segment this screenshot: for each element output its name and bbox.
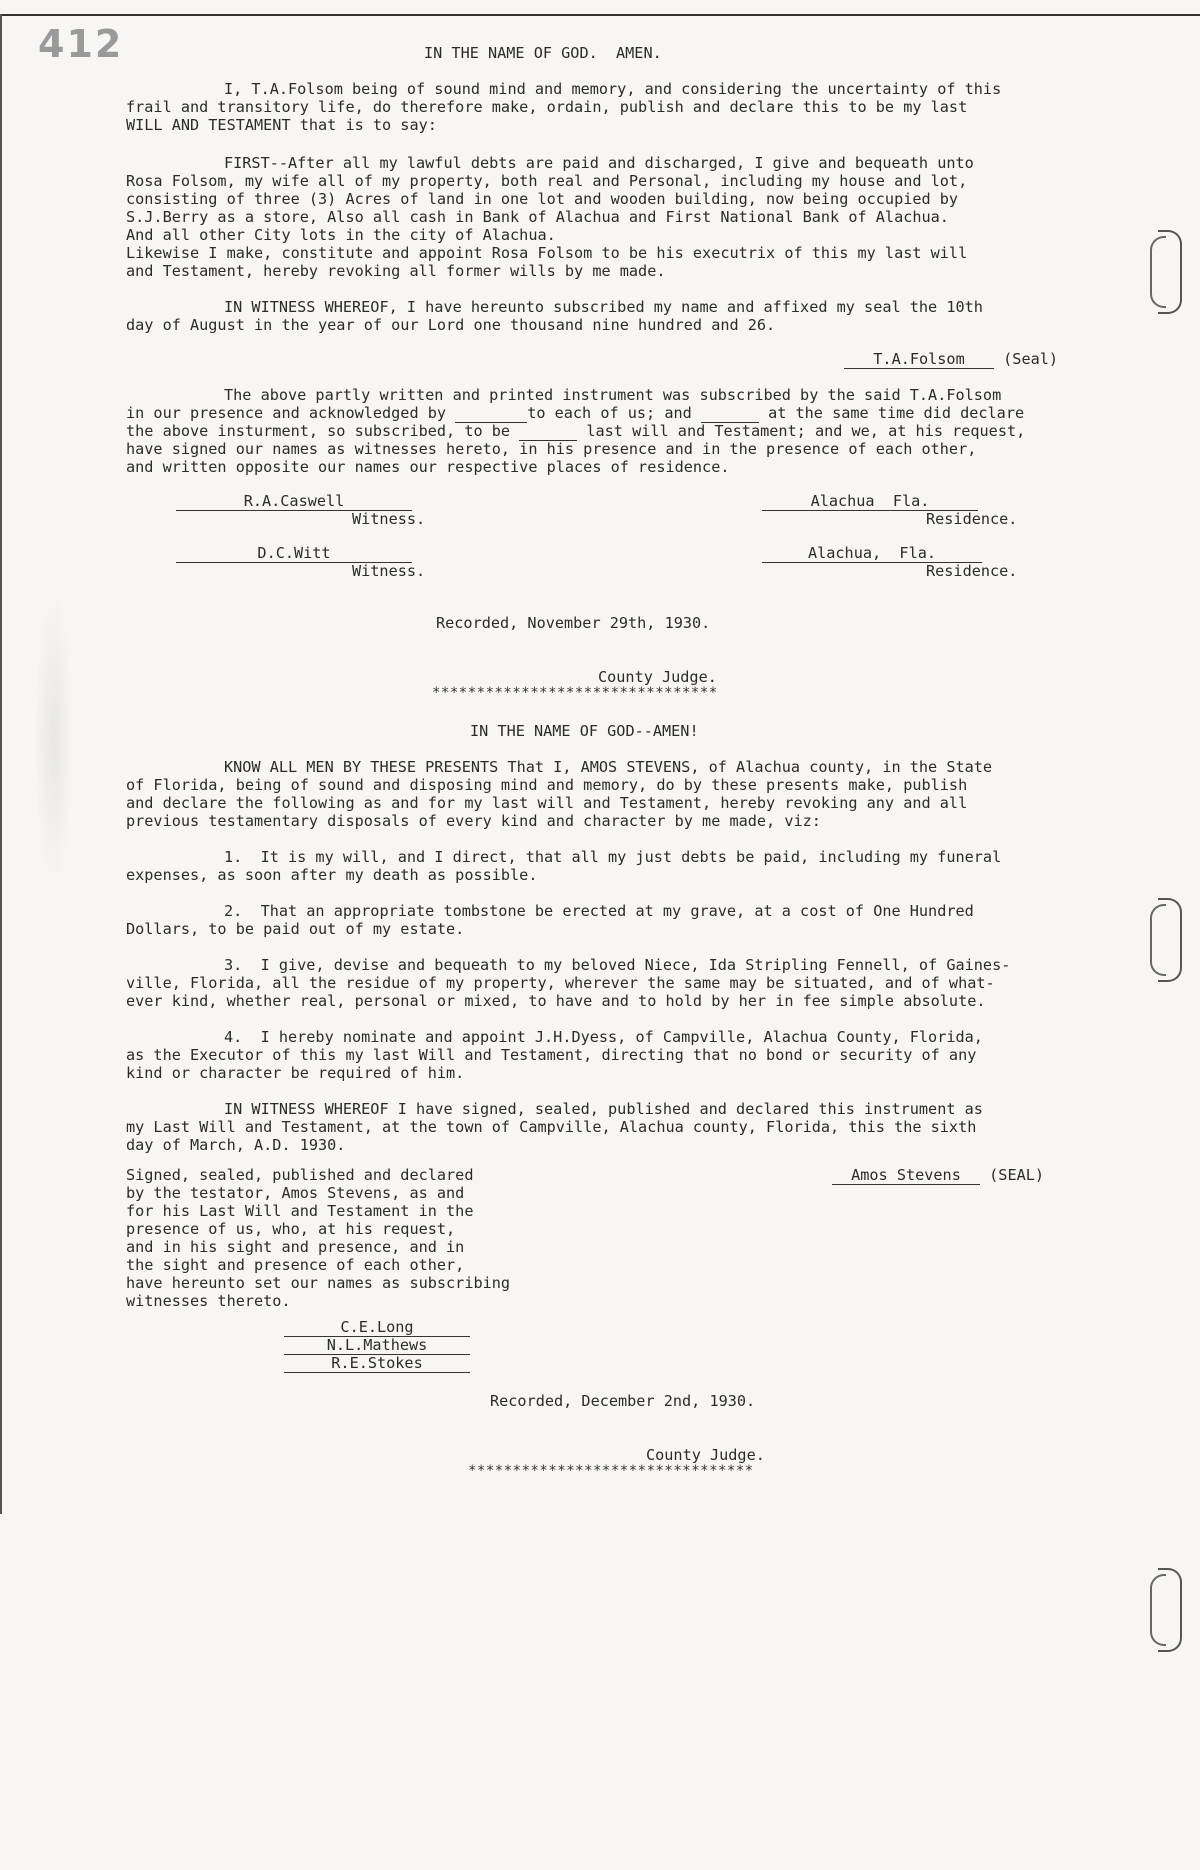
will2-intro-line2: of Florida, being of sound and disposing mind and memory, do by these presents make, publish: [126, 776, 968, 794]
will2-witness-line3: day of March, A.D. 1930.: [126, 1136, 346, 1154]
will2-witness3: R.E.Stokes: [284, 1354, 470, 1373]
will2-item4-line2: as the Executor of this my last Will and Testament, directing that no bond or security of any: [126, 1046, 977, 1064]
will2-attest-line1: Signed, sealed, published and declared: [126, 1166, 474, 1184]
will1-attest-line2-a: in our presence and acknowledged by: [126, 404, 447, 422]
will2-attest-line3: for his Last Will and Testament in the: [126, 1202, 474, 1220]
will2-heading: IN THE NAME OF GOD--AMEN!: [470, 722, 699, 740]
will2-attest-line2: by the testator, Amos Stevens, as and: [126, 1184, 465, 1202]
will1-witness2-name: D.C.Witt: [176, 544, 412, 563]
will1-para2-line5: And all other City lots in the city of Alachua.: [126, 226, 556, 244]
will1-attest-line1: The above partly written and printed instrument was subscribed by the said T.A.Folsom: [224, 386, 1002, 404]
will1-heading: IN THE NAME OF GOD. AMEN.: [424, 44, 662, 62]
page-border-top: [0, 14, 1200, 16]
will1-recorded: Recorded, November 29th, 1930.: [436, 614, 711, 632]
will1-separator: ********************************: [432, 685, 718, 701]
will2-item3-line1: 3. I give, devise and bequeath to my beloved Niece, Ida Stripling Fennell, of Gaines-: [224, 956, 1011, 974]
will2-attest-line6: the sight and presence of each other,: [126, 1256, 465, 1274]
will2-intro-line4: previous testamentary disposals of every kind and character by me made, viz:: [126, 812, 821, 830]
will2-attest-line7: have hereunto set our names as subscribing: [126, 1274, 511, 1292]
will2-item4-line1: 4. I hereby nominate and appoint J.H.Dyess, of Campville, Alachua County, Florida,: [224, 1028, 983, 1046]
will1-para3-line2: day of August in the year of our Lord one thousand nine hundred and 26.: [126, 316, 776, 334]
will1-attest-line3-a: the above insturment, so subscribed, to be: [126, 422, 511, 440]
will2-separator: ********************************: [468, 1463, 754, 1479]
will2-attest-line8: witnesses thereto.: [126, 1292, 291, 1310]
will1-county-judge: County Judge.: [598, 668, 717, 686]
will1-para2-line2: Rosa Folsom, my wife all of my property, both real and Personal, including my house and lot,: [126, 172, 968, 190]
will2-signature-block: [832, 1166, 1044, 1185]
will2-item2-line2: Dollars, to be paid out of my estate.: [126, 920, 465, 938]
will1-witness1-residence-label: Residence.: [926, 510, 1018, 528]
will1-para2-line4: S.J.Berry as a store, Also all cash in Bank of Alachua and First National Bank of Alachua.: [126, 208, 949, 226]
will2-intro-line1: KNOW ALL MEN BY THESE PRESENTS That I, AMOS STEVENS, of Alachua county, in the State: [224, 758, 993, 776]
will1-signature: T.A.Folsom: [844, 350, 994, 369]
will1-witness2-residence-label: Residence.: [926, 562, 1018, 580]
will1-attest-line3-b: last will and Testament; and we, at his request,: [586, 422, 1026, 440]
will1-witness1-name-block: [176, 492, 412, 511]
will2-attest-line5: and in his sight and presence, and in: [126, 1238, 465, 1256]
will2-witness2-block: [284, 1336, 470, 1355]
will2-item3-line3: ever kind, whether real, personal or mixed, to have and to hold by her in fee simple absolute.: [126, 992, 986, 1010]
binder-bracket-top-inner: [1150, 236, 1166, 308]
page-smudge: [34, 590, 74, 890]
will1-attest-blank1: [455, 404, 527, 423]
will1-attest-line4: have signed our names as witnesses hereto, in his presence and in the presence of each other,: [126, 440, 977, 458]
will1-attest-line3: [126, 422, 1025, 441]
will1-attest-blank2: [701, 404, 759, 423]
will1-para1-line2: frail and transitory life, do therefore make, ordain, publish and declare this to be my last: [126, 98, 968, 116]
will2-item2-line1: 2. That an appropriate tombstone be erected at my grave, at a cost of One Hundred: [224, 902, 974, 920]
will1-witness1-residence: Alachua Fla.: [762, 492, 978, 511]
will1-attest-line2: [126, 404, 1024, 423]
will2-witness-line1: IN WITNESS WHEREOF I have signed, sealed, published and declared this instrument as: [224, 1100, 983, 1118]
will2-item3-line2: ville, Florida, all the residue of my property, wherever the same may be situated, and of what-: [126, 974, 995, 992]
page-border-left: [0, 14, 2, 1514]
page-number: 412: [38, 22, 124, 66]
will1-para3-line1: IN WITNESS WHEREOF, I have hereunto subscribed my name and affixed my seal the 10th: [224, 298, 983, 316]
will1-para2-line3: consisting of three (3) Acres of land in one lot and wooden building, now being occupied by: [126, 190, 959, 208]
will2-signature: Amos Stevens: [832, 1166, 980, 1185]
will1-witness2-residence-block: [762, 544, 982, 563]
will2-witness2: N.L.Mathews: [284, 1336, 470, 1355]
will2-recorded: Recorded, December 2nd, 1930.: [490, 1392, 756, 1410]
will2-intro-line3: and declare the following as and for my last will and Testament, hereby revoking any and all: [126, 794, 968, 812]
will1-witness1-name: R.A.Caswell: [176, 492, 412, 511]
will1-attest-blank3: [519, 422, 577, 441]
binder-bracket-middle-inner: [1150, 904, 1166, 976]
will1-witness1-label: Witness.: [352, 510, 426, 528]
will1-para2-line1: FIRST--After all my lawful debts are paid and discharged, I give and bequeath unto: [224, 154, 974, 172]
will1-para1-line3: WILL AND TESTAMENT that is to say:: [126, 116, 437, 134]
will2-witness-line2: my Last Will and Testament, at the town of Campville, Alachua county, Florida, this the sixth: [126, 1118, 977, 1136]
will1-witness1-residence-block: [762, 492, 978, 511]
will1-para2-line7: and Testament, hereby revoking all former wills by me made.: [126, 262, 666, 280]
will1-seal: (Seal): [1003, 350, 1059, 368]
will1-witness2-name-block: [176, 544, 412, 563]
will1-para2-line6: Likewise I make, constitute and appoint Rosa Folsom to be his executrix of this my last will: [126, 244, 968, 262]
will2-witness1-block: [284, 1318, 470, 1337]
will1-attest-line2-b: to each of us; and: [527, 404, 692, 422]
will2-item4-line3: kind or character be required of him.: [126, 1064, 465, 1082]
will1-signature-block: [844, 350, 1058, 369]
will2-item1-line2: expenses, as soon after my death as possible.: [126, 866, 538, 884]
binder-bracket-bottom-inner: [1150, 1574, 1166, 1646]
will2-attest-line4: presence of us, who, at his request,: [126, 1220, 456, 1238]
will1-attest-line5: and written opposite our names our respective places of residence.: [126, 458, 730, 476]
will1-para1-line1: I, T.A.Folsom being of sound mind and memory, and considering the uncertainty of this: [224, 80, 1002, 98]
will1-witness2-residence: Alachua, Fla.: [762, 544, 982, 563]
will1-witness2-label: Witness.: [352, 562, 426, 580]
will2-county-judge: County Judge.: [646, 1446, 765, 1464]
will2-witness1: C.E.Long: [284, 1318, 470, 1337]
will2-witness3-block: [284, 1354, 470, 1373]
will1-attest-line2-c: at the same time did declare: [768, 404, 1025, 422]
will2-item1-line1: 1. It is my will, and I direct, that all my just debts be paid, including my funeral: [224, 848, 1002, 866]
will2-seal: (SEAL): [989, 1166, 1045, 1184]
